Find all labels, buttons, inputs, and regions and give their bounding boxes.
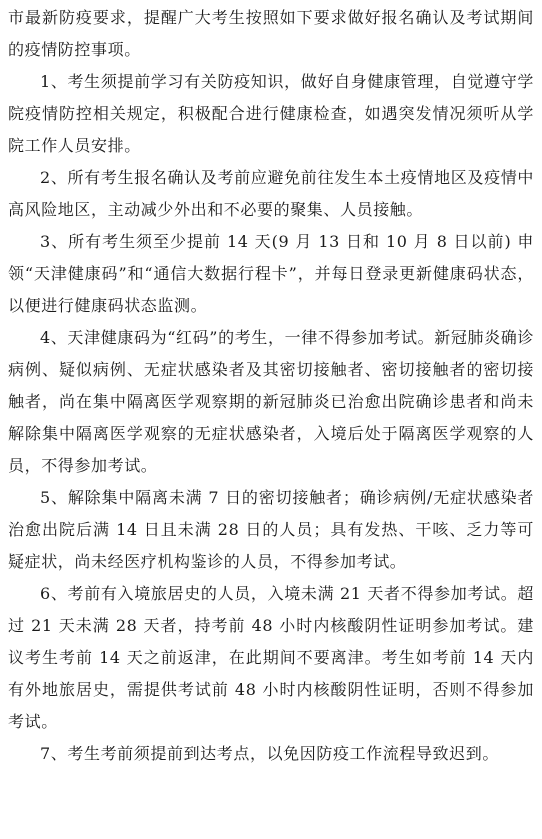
paragraph-item-2: 2、所有考生报名确认及考前应避免前往发生本土疫情地区及疫情中高风险地区，主动减少外出和不必要的聚集、人员接触。 xyxy=(8,168,534,219)
paragraph-item-6: 6、考前有入境旅居史的人员，入境未满 21 天者不得参加考试。超过 21 天未满 28 天者，持考前 48 小时内核酸阴性证明参加考试。建议考生考前 14 天之前返津，在此期间不要离津。考生如考前 14 天内有外地旅居史，需提供考试前 48 小时内核酸阴性证明，否则不得参加考试。 xyxy=(8,584,534,731)
paragraph-item-5: 5、解除集中隔离未满 7 日的密切接触者；确诊病例/无症状感染者治愈出院后满 14 日且未满 28 日的人员；具有发热、干咳、乏力等可疑症状，尚未经医疗机构鉴诊的人员，不得参加考试。 xyxy=(8,488,534,571)
paragraph-item-4: 4、天津健康码为“红码”的考生，一律不得参加考试。新冠肺炎确诊病例、疑似病例、无症状感染者及其密切接触者、密切接触者的密切接触者，尚在集中隔离医学观察期的新冠肺炎已治愈出院确诊患者和尚未解除集中隔离医学观察的无症状感染者，入境后处于隔离医学观察的人员，不得参加考试。 xyxy=(8,328,534,475)
paragraph-item-1: 1、考生须提前学习有关防疫知识，做好自身健康管理，自觉遵守学院疫情防控相关规定，积极配合进行健康检查，如遇突发情况须听从学院工作人员安排。 xyxy=(8,72,534,155)
document-body xyxy=(8,0,534,770)
paragraph-item-7: 7、考生考前须提前到达考点，以免因防疫工作流程导致迟到。 xyxy=(40,744,499,763)
paragraph-item-3: 3、所有考生须至少提前 14 天(9 月 13 日和 10 月 8 日以前) 申领“天津健康码”和“通信大数据行程卡”，并每日登录更新健康码状态，以便进行健康码状态监测。 xyxy=(8,232,534,315)
paragraph-intro: 市最新防疫要求，提醒广大考生按照如下要求做好报名确认及考试期间的疫情防控事项。 xyxy=(8,8,534,59)
